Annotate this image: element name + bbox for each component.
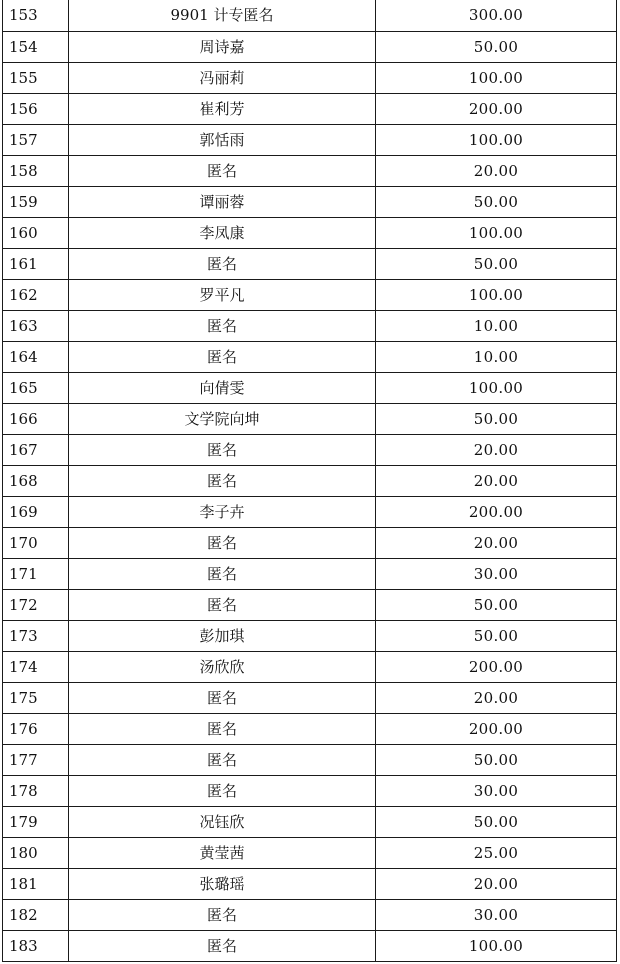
donor-name-cell: 崔利芳 xyxy=(69,94,376,125)
row-number-cell: 174 xyxy=(3,652,69,683)
donation-table-container xyxy=(2,0,616,962)
amount-cell: 50.00 xyxy=(376,621,617,652)
donor-name-cell: 9901 计专匿名 xyxy=(69,0,376,32)
amount-cell: 30.00 xyxy=(376,776,617,807)
amount-cell: 200.00 xyxy=(376,652,617,683)
donor-name-cell: 匿名 xyxy=(69,745,376,776)
row-number-cell: 154 xyxy=(3,32,69,63)
amount-cell: 300.00 xyxy=(376,0,617,32)
amount-cell: 50.00 xyxy=(376,249,617,280)
donor-name-cell: 郭恬雨 xyxy=(69,125,376,156)
amount-cell: 20.00 xyxy=(376,528,617,559)
donor-name-cell: 谭丽蓉 xyxy=(69,187,376,218)
donor-name-cell: 匿名 xyxy=(69,776,376,807)
amount-cell: 50.00 xyxy=(376,404,617,435)
row-number-cell: 156 xyxy=(3,94,69,125)
table-row xyxy=(3,156,617,187)
row-number-cell: 183 xyxy=(3,931,69,962)
donor-name-cell: 周诗嘉 xyxy=(69,32,376,63)
table-row xyxy=(3,869,617,900)
row-number-cell: 180 xyxy=(3,838,69,869)
donor-name-cell: 匿名 xyxy=(69,342,376,373)
table-row xyxy=(3,838,617,869)
row-number-cell: 182 xyxy=(3,900,69,931)
table-row xyxy=(3,931,617,962)
table-row xyxy=(3,94,617,125)
amount-cell: 100.00 xyxy=(376,280,617,311)
donor-name-cell: 匿名 xyxy=(69,435,376,466)
table-row xyxy=(3,528,617,559)
donor-name-cell: 匿名 xyxy=(69,683,376,714)
amount-cell: 100.00 xyxy=(376,931,617,962)
amount-cell: 50.00 xyxy=(376,807,617,838)
row-number-cell: 181 xyxy=(3,869,69,900)
table-row xyxy=(3,342,617,373)
row-number-cell: 177 xyxy=(3,745,69,776)
row-number-cell: 158 xyxy=(3,156,69,187)
row-number-cell: 172 xyxy=(3,590,69,621)
table-row xyxy=(3,590,617,621)
row-number-cell: 155 xyxy=(3,63,69,94)
amount-cell: 20.00 xyxy=(376,156,617,187)
row-number-cell: 169 xyxy=(3,497,69,528)
donor-name-cell: 张璐瑶 xyxy=(69,869,376,900)
table-row xyxy=(3,776,617,807)
donor-name-cell: 李凤康 xyxy=(69,218,376,249)
amount-cell: 10.00 xyxy=(376,342,617,373)
table-row xyxy=(3,745,617,776)
amount-cell: 200.00 xyxy=(376,497,617,528)
row-number-cell: 179 xyxy=(3,807,69,838)
amount-cell: 20.00 xyxy=(376,869,617,900)
donor-name-cell: 匿名 xyxy=(69,156,376,187)
donor-name-cell: 匿名 xyxy=(69,900,376,931)
row-number-cell: 153 xyxy=(3,0,69,32)
table-row xyxy=(3,125,617,156)
table-row xyxy=(3,311,617,342)
amount-cell: 200.00 xyxy=(376,714,617,745)
row-number-cell: 173 xyxy=(3,621,69,652)
donor-name-cell: 向倩雯 xyxy=(69,373,376,404)
amount-cell: 50.00 xyxy=(376,32,617,63)
table-row xyxy=(3,63,617,94)
table-row xyxy=(3,900,617,931)
donor-name-cell: 匿名 xyxy=(69,559,376,590)
donor-name-cell: 冯丽莉 xyxy=(69,63,376,94)
table-row xyxy=(3,404,617,435)
row-number-cell: 159 xyxy=(3,187,69,218)
table-row xyxy=(3,435,617,466)
row-number-cell: 171 xyxy=(3,559,69,590)
amount-cell: 10.00 xyxy=(376,311,617,342)
table-body xyxy=(3,0,617,962)
donor-name-cell: 文学院向坤 xyxy=(69,404,376,435)
table-row xyxy=(3,280,617,311)
amount-cell: 50.00 xyxy=(376,590,617,621)
row-number-cell: 178 xyxy=(3,776,69,807)
donor-name-cell: 彭加琪 xyxy=(69,621,376,652)
amount-cell: 25.00 xyxy=(376,838,617,869)
table-row xyxy=(3,249,617,280)
row-number-cell: 161 xyxy=(3,249,69,280)
amount-cell: 100.00 xyxy=(376,63,617,94)
amount-cell: 50.00 xyxy=(376,745,617,776)
row-number-cell: 168 xyxy=(3,466,69,497)
donor-name-cell: 匿名 xyxy=(69,249,376,280)
row-number-cell: 163 xyxy=(3,311,69,342)
donation-table xyxy=(2,0,617,962)
amount-cell: 50.00 xyxy=(376,187,617,218)
table-row xyxy=(3,0,617,32)
table-row xyxy=(3,497,617,528)
donor-name-cell: 匿名 xyxy=(69,714,376,745)
table-row xyxy=(3,32,617,63)
table-row xyxy=(3,559,617,590)
row-number-cell: 164 xyxy=(3,342,69,373)
table-row xyxy=(3,187,617,218)
table-row xyxy=(3,466,617,497)
donor-name-cell: 罗平凡 xyxy=(69,280,376,311)
donor-name-cell: 汤欣欣 xyxy=(69,652,376,683)
amount-cell: 100.00 xyxy=(376,218,617,249)
amount-cell: 20.00 xyxy=(376,435,617,466)
donor-name-cell: 况钰欣 xyxy=(69,807,376,838)
row-number-cell: 170 xyxy=(3,528,69,559)
table-row xyxy=(3,621,617,652)
amount-cell: 30.00 xyxy=(376,559,617,590)
donor-name-cell: 匿名 xyxy=(69,311,376,342)
row-number-cell: 157 xyxy=(3,125,69,156)
amount-cell: 20.00 xyxy=(376,466,617,497)
table-row xyxy=(3,652,617,683)
donor-name-cell: 匿名 xyxy=(69,931,376,962)
row-number-cell: 162 xyxy=(3,280,69,311)
row-number-cell: 166 xyxy=(3,404,69,435)
row-number-cell: 165 xyxy=(3,373,69,404)
donor-name-cell: 李子卉 xyxy=(69,497,376,528)
donor-name-cell: 匿名 xyxy=(69,466,376,497)
row-number-cell: 160 xyxy=(3,218,69,249)
amount-cell: 100.00 xyxy=(376,373,617,404)
table-row xyxy=(3,714,617,745)
donor-name-cell: 匿名 xyxy=(69,590,376,621)
table-row xyxy=(3,807,617,838)
row-number-cell: 176 xyxy=(3,714,69,745)
donor-name-cell: 匿名 xyxy=(69,528,376,559)
amount-cell: 30.00 xyxy=(376,900,617,931)
table-row xyxy=(3,373,617,404)
row-number-cell: 167 xyxy=(3,435,69,466)
table-row xyxy=(3,218,617,249)
amount-cell: 200.00 xyxy=(376,94,617,125)
amount-cell: 100.00 xyxy=(376,125,617,156)
amount-cell: 20.00 xyxy=(376,683,617,714)
row-number-cell: 175 xyxy=(3,683,69,714)
donor-name-cell: 黄莹茜 xyxy=(69,838,376,869)
table-row xyxy=(3,683,617,714)
